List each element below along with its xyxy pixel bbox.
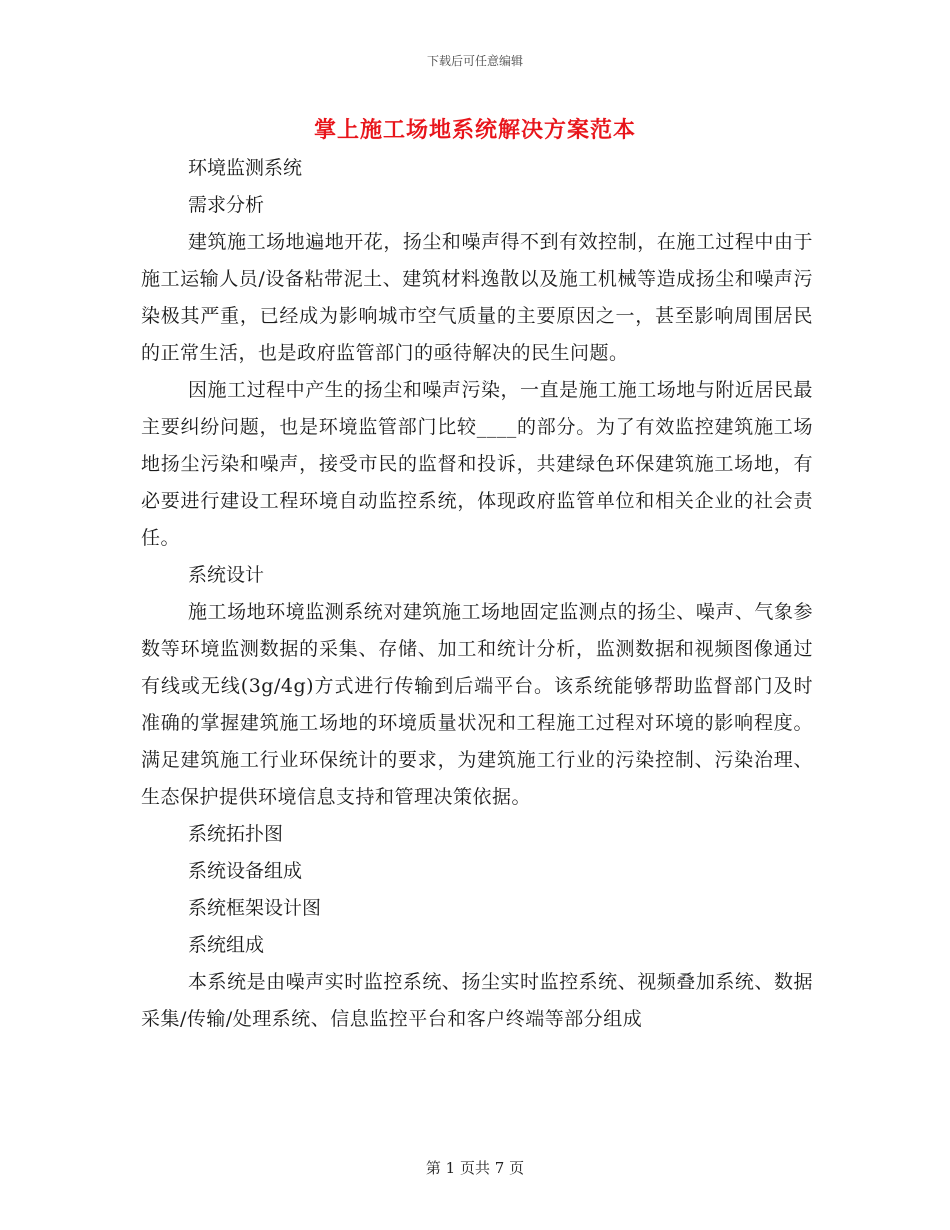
paragraph-dust-noise: 建筑施工场地遍地开花，扬尘和噪声得不到有效控制，在施工过程中由于施工运输人员/设备粘带泥土、建筑材料逸散以及施工机械等造成扬尘和噪声污染极其严重，已经成为影响城市空气质量的主要原因之一，甚至影响周围居民的正常生活，也是政府监管部门的亟待解决的民生问题。	[141, 231, 813, 364]
section-heading-topology: 系统拓扑图	[188, 823, 284, 845]
paragraph-composition: 本系统是由噪声实时监控系统、扬尘实时监控系统、视频叠加系统、数据采集/传输/处理系统、信息监控平台和客户终端等部分组成	[141, 971, 813, 1030]
section-heading-environment-monitoring: 环境监测系统	[188, 157, 303, 179]
section-heading-requirements: 需求分析	[188, 194, 265, 216]
page-footer: 第 1 页共 7 页	[425, 1159, 525, 1177]
document-body	[141, 150, 813, 1038]
section-heading-framework: 系统框架设计图	[188, 897, 322, 919]
section-heading-composition: 系统组成	[188, 934, 265, 956]
section-heading-equipment: 系统设备组成	[188, 860, 303, 882]
page-header: 下载后可任意编辑	[426, 54, 523, 68]
document-title: 掌上施工场地系统解决方案范本	[313, 117, 636, 143]
paragraph-disputes: 因施工过程中产生的扬尘和噪声污染，一直是施工施工场地与附近居民最主要纠纷问题，也是环境监管部门比较____的部分。为了有效监控建筑施工场地扬尘污染和噪声，接受市民的监督和投诉，共建绿色环保建筑施工场地，有必要进行建设工程环境自动监控系统，体现政府监管单位和相关企业的社会责任。	[141, 379, 813, 549]
section-heading-system-design: 系统设计	[188, 564, 265, 586]
paragraph-system-design: 施工场地环境监测系统对建筑施工场地固定监测点的扬尘、噪声、气象参数等环境监测数据的采集、存储、加工和统计分析，监测数据和视频图像通过有线或无线(3g/4g)方式进行传输到后端平台。该系统能够帮助监督部门及时准确的掌握建筑施工场地的环境质量状况和工程施工过程对环境的影响程度。满足建筑施工行业环保统计的要求，为建筑施工行业的污染控制、污染治理、生态保护提供环境信息支持和管理决策依据。	[141, 601, 813, 808]
